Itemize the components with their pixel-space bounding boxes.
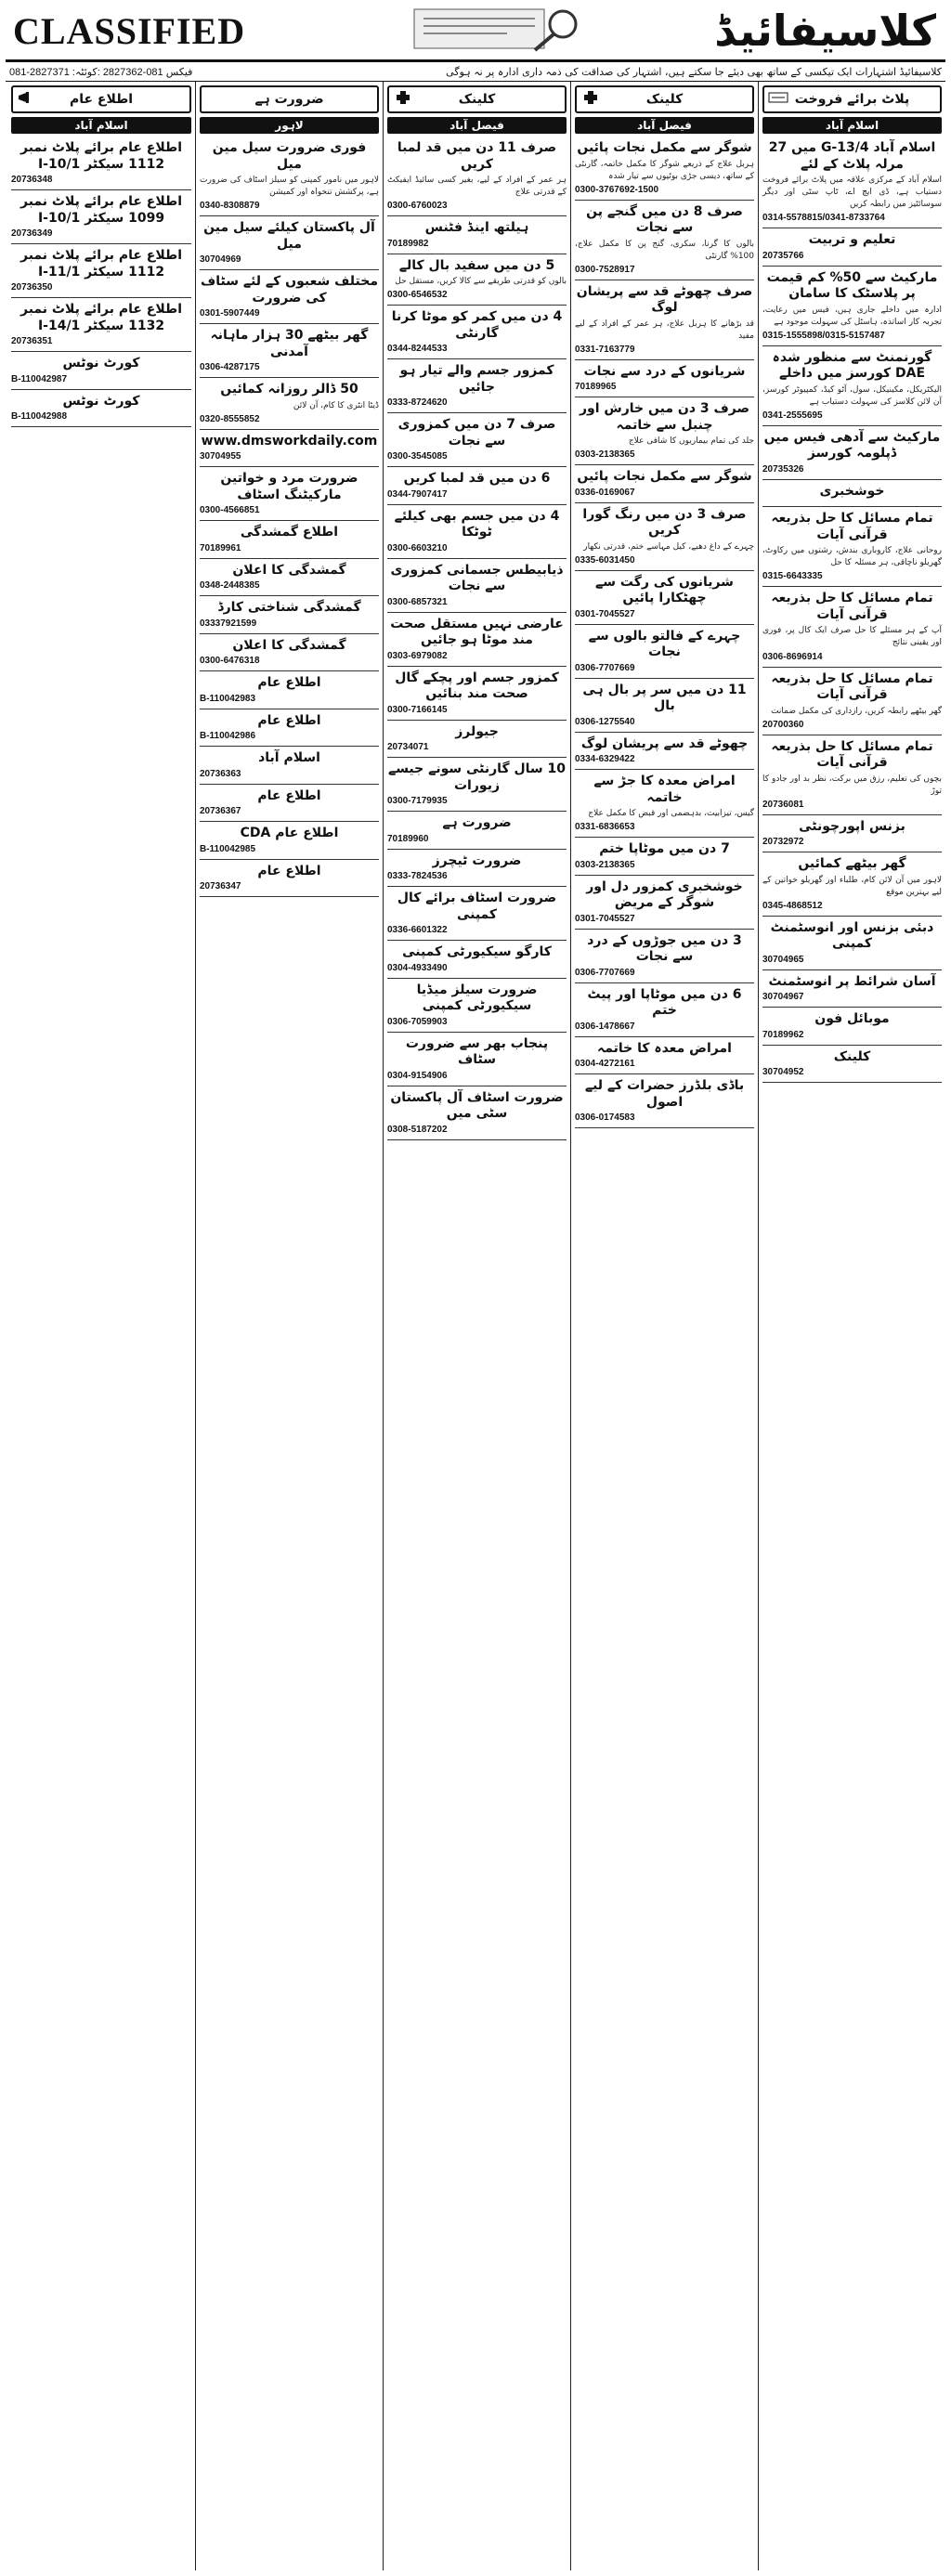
ad-contact-code: 0306-7059903 xyxy=(387,1016,448,1027)
contact-numbers: 081-2827371 :فیکس 081-2827362 :کوئٹہ xyxy=(9,66,193,78)
ad-title: 11 دن میں سر پر بال ہی بال xyxy=(582,682,747,714)
ad-title: اسلام آباد xyxy=(258,750,320,766)
classified-ad xyxy=(200,822,379,860)
ad-column xyxy=(570,82,758,2570)
ad-body: بچوں کی تعلیم، رزق میں برکت، نظر بد اور جادو کا توڑ xyxy=(762,774,942,796)
ad-contact-code: 0334-6329422 xyxy=(575,754,635,765)
ad-contact-code: 0300-3767692-1500 xyxy=(575,184,659,195)
classified-ad xyxy=(387,559,567,613)
classified-ad xyxy=(200,559,379,597)
ad-title: امراض معدہ کا جڑ سے خاتمہ xyxy=(593,774,736,805)
ad-contact-code: 0303-6979082 xyxy=(387,650,448,661)
section-header-label: اطلاع عام xyxy=(69,92,134,107)
section-header xyxy=(575,85,754,113)
ad-contact-code: 20736081 xyxy=(762,799,804,810)
classified-ad xyxy=(762,668,942,735)
classified-ad xyxy=(762,852,942,917)
ad-contact-code: 30704952 xyxy=(762,1067,804,1078)
ad-title: 50 ڈالر روزانہ کمائیں xyxy=(220,382,358,397)
ad-title: باڈی بلڈرز حضرات کے لیے اصول xyxy=(584,1078,745,1110)
ad-column xyxy=(758,82,945,2570)
ad-body: ڈیٹا انٹری کا کام، آن لائن xyxy=(293,400,379,410)
classified-ad xyxy=(200,378,379,430)
ad-contact-code: 0306-1478667 xyxy=(575,1021,635,1032)
classified-ad xyxy=(575,571,754,625)
ad-body: بالوں کو قدرتی طریقے سے کالا کریں، مستقل حل xyxy=(395,277,567,287)
ad-title: مختلف شعبوں کے لئے سٹاف کی ضرورت xyxy=(201,274,378,306)
ad-title: ضرورت ٹیچرز xyxy=(432,852,522,868)
for-sale-icon xyxy=(768,90,788,105)
ad-title: تمام مسائل کا حل بذریعہ قرآنی آیات xyxy=(771,511,933,542)
ad-contact-code: 0300-6857321 xyxy=(387,596,448,607)
classified-ad xyxy=(387,254,567,306)
ad-title: اطلاع عام xyxy=(257,863,321,878)
classified-ad xyxy=(762,137,942,228)
ad-title: اطلاع عام CDA xyxy=(240,826,339,841)
classified-ad xyxy=(575,1037,754,1075)
section-header-label: ضرورت ہے xyxy=(254,92,324,107)
classified-ad xyxy=(200,270,379,324)
ad-contact-code: 0306-7707669 xyxy=(575,967,635,978)
classified-ad xyxy=(575,983,754,1037)
ad-contact-code: 0315-1555898/0315-5157487 xyxy=(762,330,885,341)
classified-ad xyxy=(762,1008,942,1046)
ad-body: گیس، تیزابیت، بدہضمی اور قبض کا مکمل علاج xyxy=(588,809,754,819)
classified-ad xyxy=(762,917,942,970)
section-header xyxy=(200,85,379,113)
classified-ad xyxy=(387,941,567,979)
ad-title: www.dmsworkdaily.com xyxy=(201,433,378,449)
section-header xyxy=(11,85,191,113)
ad-title: 5 دن میں سفید بال کالے xyxy=(398,257,555,273)
ad-title: اطلاع عام xyxy=(257,712,321,728)
ad-title: صرف چھوٹے قد سے پریشان لوگ xyxy=(576,283,753,316)
ad-title: 6 دن میں موٹاپا اور پیٹ ختم xyxy=(587,986,742,1019)
classified-ad xyxy=(575,625,754,679)
classified-ad xyxy=(762,1046,942,1084)
classified-ad xyxy=(387,613,567,667)
section-header xyxy=(762,85,942,113)
classified-ad xyxy=(575,397,754,465)
classified-ad xyxy=(11,352,191,390)
ad-title: کلینک xyxy=(833,1048,871,1064)
classified-ad xyxy=(200,860,379,898)
classified-ad xyxy=(575,679,754,733)
ad-title: ضرورت اسٹاف برائے کال کمپنی xyxy=(397,891,557,922)
ad-title: 3 دن میں جوڑوں کے درد سے نجات xyxy=(587,932,742,965)
ad-contact-code: 0333-8724620 xyxy=(387,397,448,409)
ad-title: گھر بیٹھے کمائیں xyxy=(798,856,906,872)
ad-title: بزنس اپورچونٹی xyxy=(799,818,905,834)
ad-title: خوشخبری کمزور دل اور شوگر کے مریض xyxy=(586,878,743,911)
classified-ad xyxy=(200,785,379,823)
ad-body: لاہور میں نامور کمپنی کو سیلز اسٹاف کی ضرورت ہے، پرکشش تنخواہ اور کمیشن xyxy=(200,176,379,198)
ad-contact-code: 0300-6603210 xyxy=(387,542,448,553)
classified-ad xyxy=(387,467,567,505)
ad-title: صرف 8 دن میں گنجے پن سے نجات xyxy=(586,203,743,236)
ad-column xyxy=(383,82,570,2570)
ad-contact-code: 70189961 xyxy=(200,542,241,553)
classified-ad xyxy=(762,507,942,587)
ad-title: موبائل فون xyxy=(814,1011,890,1027)
ad-title: تعلیم و تربیت xyxy=(808,232,896,248)
classified-ad xyxy=(200,324,379,378)
ad-title: صرف 11 دن میں قد لمبا کریں xyxy=(397,140,557,172)
ad-title: صرف 7 دن میں کمزوری سے نجات xyxy=(397,417,556,449)
ad-contact-code: 0300-6546532 xyxy=(387,290,448,301)
ad-contact-code: 0345-4868512 xyxy=(762,900,823,911)
megaphone-icon xyxy=(17,90,37,105)
ad-body: الیکٹریکل، مکینیکل، سول، آٹو کیڈ، کمپیوٹر کورسز، آن لائن کلاسز کی سہولت دستیاب ہے xyxy=(762,384,942,407)
ad-title: 4 دن میں جسم بھی کیلئے ٹوٹکا xyxy=(394,508,560,540)
ad-contact-code: 0344-7907417 xyxy=(387,488,448,500)
ad-title: شوگر سے مکمل نجات پائیں xyxy=(577,140,752,155)
ad-title: اطلاع عام برائے پلاٹ نمبر 1112 سیکٹر I-10/1 xyxy=(20,140,182,172)
ad-title: کورٹ نوٹس xyxy=(62,356,140,371)
ad-body: ہر عمر کے افراد کے لیے، بغیر کسی سائیڈ ایفیکٹ کے قدرتی علاج xyxy=(387,176,567,198)
ad-contact-code: B-110042983 xyxy=(200,693,256,704)
ad-contact-code: 0320-8555852 xyxy=(200,413,260,424)
ad-title: اطلاع عام xyxy=(257,675,321,691)
ad-contact-code: 20736367 xyxy=(200,806,241,817)
phone-strip xyxy=(6,62,945,82)
classified-ad xyxy=(11,390,191,428)
ad-body: چہرے کے داغ دھبے، کیل مہاسے ختم، قدرتی نکھار xyxy=(583,541,754,552)
ad-contact-code: 0301-7045527 xyxy=(575,913,635,924)
ad-body: گھر بیٹھے رابطہ کریں، رازداری کی مکمل ضمانت xyxy=(771,706,942,716)
ad-contact-code: 0344-8244533 xyxy=(387,344,448,355)
ad-contact-code: 20736349 xyxy=(11,228,53,239)
classified-ad xyxy=(387,812,567,850)
ad-title: اطلاع عام xyxy=(257,787,321,803)
ad-title: 6 دن میں قد لمبا کریں xyxy=(403,471,551,487)
city-label: اسلام آباد xyxy=(762,117,942,134)
clinic-cross-icon xyxy=(393,90,413,105)
classified-ad xyxy=(762,228,942,267)
ad-title: گمشدگی کا اعلان xyxy=(232,637,346,653)
classified-ad xyxy=(200,521,379,559)
clinic-cross-icon xyxy=(580,90,601,105)
newspaper-magnifier-icon xyxy=(284,4,674,54)
ad-contact-code: 03337921599 xyxy=(200,618,257,629)
ad-contact-code: 20700360 xyxy=(762,719,804,730)
ad-contact-code: 0306-7707669 xyxy=(575,662,635,673)
ad-contact-code: 30704955 xyxy=(200,451,241,462)
ad-contact-code: 0333-7824536 xyxy=(387,871,448,882)
classified-ad xyxy=(762,267,942,346)
classified-ad xyxy=(575,1074,754,1128)
ad-body: لاہور میں آن لائن کام، طلباء اور گھریلو خواتین کے لیے بہترین موقع xyxy=(762,875,942,897)
ad-contact-code: 0300-6476318 xyxy=(200,656,260,667)
ad-contact-code: 0315-6643335 xyxy=(762,571,823,582)
ad-title: گمشدگی شناختی کارڈ xyxy=(217,600,361,616)
ad-title: کمزور جسم اور پچکے گال صحت مند بنائیں xyxy=(395,670,559,702)
ad-contact-code: 30704969 xyxy=(200,254,241,266)
ad-contact-code: 0300-7179935 xyxy=(387,796,448,807)
ad-body: ادارہ میں داخلے جاری ہیں، فیس میں رعایت، تجربہ کار اساتذہ، ہاسٹل کی سہولت موجود ہے xyxy=(762,305,942,327)
ad-title: پنجاب بھر سے ضرورت سٹاف xyxy=(405,1035,549,1068)
classified-ad xyxy=(200,747,379,785)
ad-title: اطلاع عام برائے پلاٹ نمبر 1099 سیکٹر I-10/1 xyxy=(20,194,182,226)
ad-title: ہیلتھ اینڈ فٹنس xyxy=(424,220,529,236)
ad-columns xyxy=(6,82,945,2570)
ad-contact-code: 0308-5187202 xyxy=(387,1124,448,1135)
ad-body: اسلام آباد کے مرکزی علاقہ میں پلاٹ برائے فروخت دستیاب ہے، ڈی ایچ اے، ٹاپ سٹی اور دیگر سوسائٹیز میں رابطہ کریں xyxy=(762,176,942,210)
ad-contact-code: 0303-2138365 xyxy=(575,859,635,870)
classified-ad xyxy=(387,216,567,254)
ad-contact-code: 0314-5578815/0341-8733764 xyxy=(762,213,885,224)
ad-title: مارکیٹ سے آدھی فیس میں ڈپلومہ کورسز xyxy=(763,429,941,462)
ad-contact-code: 0300-4566851 xyxy=(200,505,260,516)
classified-ad xyxy=(575,838,754,876)
classified-ad xyxy=(575,503,754,571)
ad-title: شوگر سے مکمل نجات پائیں xyxy=(577,469,752,485)
city-label: فیصل آباد xyxy=(575,117,754,134)
ad-contact-code: 20732972 xyxy=(762,837,804,848)
ad-contact-code: 0336-0169067 xyxy=(575,487,635,498)
section-header-label: پلاٹ برائے فروخت xyxy=(794,92,910,107)
ad-title: کمزور جسم والے تیار ہو جائیں xyxy=(399,363,554,395)
ad-title: امراض معدہ کا خاتمہ xyxy=(597,1040,732,1056)
ad-contact-code: 0304-4933490 xyxy=(387,962,448,973)
section-header xyxy=(387,85,567,113)
ad-title: چھوٹے قد سے پریشان لوگ xyxy=(580,735,749,751)
ad-title: ضرورت اسٹاف آل پاکستان سٹی میں xyxy=(390,1089,564,1122)
ad-contact-code: B-110042987 xyxy=(11,373,68,384)
classified-ad xyxy=(200,137,379,216)
ad-title: گمشدگی کا اعلان xyxy=(232,562,346,578)
ad-body: جلد کی تمام بیماریوں کا شافی علاج xyxy=(628,436,754,447)
classified-ad xyxy=(575,201,754,280)
ad-contact-code: 20736363 xyxy=(200,768,241,779)
masthead xyxy=(6,0,945,62)
ad-contact-code: 0340-8308879 xyxy=(200,201,260,212)
classified-ad xyxy=(11,244,191,298)
ad-title: تمام مسائل کا حل بذریعہ قرآنی آیات xyxy=(771,738,933,771)
ad-contact-code: 20735766 xyxy=(762,250,804,261)
classified-title-en: CLASSIFIED xyxy=(13,10,246,52)
ad-contact-code: B-110042986 xyxy=(200,731,256,742)
ad-title: 4 دن میں کمر کو موٹا کرنا گارنٹی xyxy=(391,309,563,341)
classified-ad xyxy=(387,721,567,759)
ad-title: گورنمنٹ سے منظور شدہ DAE کورسز میں داخلے xyxy=(772,349,932,382)
ad-body: ہربل علاج کے ذریعے شوگر کا مکمل خاتمہ، گارنٹی کے ساتھ، دیسی جڑی بوٹیوں سے تیار شدہ xyxy=(575,159,754,181)
ad-title: آسان شرائط پر انوسٹمنٹ xyxy=(768,973,936,989)
ad-contact-code: 20734071 xyxy=(387,742,429,753)
ad-title: تمام مسائل کا حل بذریعہ قرآنی آیات xyxy=(771,591,933,622)
classified-ad xyxy=(387,1086,567,1140)
classified-ad xyxy=(200,634,379,672)
classified-ad xyxy=(575,876,754,930)
ad-title: کورٹ نوٹس xyxy=(62,393,140,409)
classified-ad xyxy=(762,426,942,480)
notice-text: کلاسیفائیڈ اشتہارات ایک تیکسی کے ساتھ بھی دیئے جا سکتے ہیں، اشتہار کی صداقت کی ذمہ داری ادارہ پر نہ ہوگی xyxy=(446,65,942,78)
ad-title: ضرورت ہے xyxy=(442,815,512,831)
classified-ad xyxy=(200,430,379,468)
classified-ad xyxy=(387,505,567,559)
ad-contact-code: 20735326 xyxy=(762,463,804,475)
city-label: اسلام آباد xyxy=(11,117,191,134)
ad-title: فوری ضرورت سیل مین میل xyxy=(212,140,367,172)
classified-ad xyxy=(575,360,754,398)
ad-contact-code: 0306-1275540 xyxy=(575,716,635,727)
ad-title: شریانوں کے درد سے نجات xyxy=(583,363,746,379)
classified-ad xyxy=(762,970,942,1008)
ad-contact-code: 0336-6601322 xyxy=(387,925,448,936)
ad-contact-code: 20736348 xyxy=(11,175,53,185)
ad-title: صرف 3 دن میں رنگ گورا کریں xyxy=(582,506,747,539)
ad-title: ذیابیطس جسمانی کمزوری سے نجات xyxy=(390,562,564,594)
ad-contact-code: 0348-2448385 xyxy=(200,580,260,592)
ad-title: گھر بیٹھے 30 ہزار ماہانہ آمدنی xyxy=(210,328,369,359)
ad-contact-code: 0301-5907449 xyxy=(200,308,260,319)
classified-ad xyxy=(387,137,567,216)
classified-ad xyxy=(387,359,567,413)
ad-contact-code: 0304-9154906 xyxy=(387,1070,448,1081)
ad-title: اطلاع عام برائے پلاٹ نمبر 1132 سیکٹر I-14/1 xyxy=(20,302,182,333)
ad-title: دبئی بزنس اور انوسٹمنٹ کمپنی xyxy=(770,919,934,952)
classified-ad xyxy=(575,930,754,983)
ad-title: کارگو سیکیورٹی کمپنی xyxy=(402,944,552,960)
classified-ad xyxy=(762,815,942,853)
city-label: لاہور xyxy=(200,117,379,134)
ad-body: آپ کے ہر مسئلے کا حل صرف ایک کال پر، فوری اور یقینی نتائج xyxy=(762,626,942,648)
classified-ad xyxy=(200,671,379,709)
classified-ad xyxy=(387,667,567,721)
ad-contact-code: 0306-8696914 xyxy=(762,651,823,662)
ad-contact-code: 30704967 xyxy=(762,992,804,1003)
city-label: فیصل آباد xyxy=(387,117,567,134)
classified-ad xyxy=(200,709,379,748)
ad-title: تمام مسائل کا حل بذریعہ قرآنی آیات xyxy=(771,670,933,703)
ad-contact-code: 0331-6836653 xyxy=(575,822,635,833)
ad-title: شریانوں کی رگت سے چھٹکارا پائیں xyxy=(595,574,734,606)
ad-body: روحانی علاج، کاروباری بندش، رشتوں میں رکاوٹ، گھریلو ناچاقی، ہر مسئلہ کا حل xyxy=(762,546,942,568)
classified-ad xyxy=(11,137,191,190)
ad-title: اطلاع گمشدگی xyxy=(240,525,339,540)
ad-title: ضرورت سیلز میڈیا سیکیورٹی کمپنی xyxy=(416,982,538,1014)
classified-ad xyxy=(575,280,754,360)
classified-ad xyxy=(387,850,567,888)
classified-ad xyxy=(762,587,942,667)
ad-contact-code: 20736351 xyxy=(11,336,53,346)
ad-contact-code: 0300-7166145 xyxy=(387,704,448,715)
ad-contact-code: B-110042988 xyxy=(11,411,68,422)
ad-contact-code: 0341-2555695 xyxy=(762,410,823,421)
ad-column xyxy=(195,82,383,2570)
ad-title: جیولرز xyxy=(455,723,499,739)
classified-ad xyxy=(200,596,379,634)
ad-contact-code: 70189965 xyxy=(575,382,617,393)
classified-ad xyxy=(575,137,754,201)
classified-ad xyxy=(762,480,942,508)
ad-contact-code: 0301-7045527 xyxy=(575,608,635,619)
ad-contact-code: 70189960 xyxy=(387,833,429,844)
ad-contact-code: 0335-6031450 xyxy=(575,554,635,566)
ad-contact-code: 0331-7163779 xyxy=(575,344,635,355)
section-header-label: کلینک xyxy=(645,92,684,107)
classified-ad xyxy=(575,733,754,771)
classified-title-ur: کلاسیفائیڈ xyxy=(714,6,936,56)
ad-contact-code: 20736350 xyxy=(11,282,53,293)
classified-ad xyxy=(387,306,567,359)
classified-ad xyxy=(762,346,942,426)
ad-contact-code: 70189962 xyxy=(762,1029,804,1040)
ad-title: 10 سال گارنٹی سونے جیسے زیورات xyxy=(387,761,566,793)
ad-body: قد بڑھانے کا ہربل علاج، ہر عمر کے افراد کے لیے مفید xyxy=(575,319,754,341)
ad-title: اسلام آباد G-13/4 میں 27 مرلہ پلاٹ کے لئے xyxy=(768,140,936,172)
ad-contact-code: 0304-4272161 xyxy=(575,1059,635,1070)
ad-contact-code: 0303-2138365 xyxy=(575,449,635,461)
ad-contact-code: 20736347 xyxy=(200,881,241,892)
ad-title: اطلاع عام برائے پلاٹ نمبر 1112 سیکٹر I-11/1 xyxy=(20,248,182,280)
ad-contact-code: 0300-3545085 xyxy=(387,451,448,462)
ad-contact-code: 30704965 xyxy=(762,954,804,965)
ad-title: آل پاکستان کیلئے سیل مین میل xyxy=(203,220,375,252)
ad-title: صرف 3 دن میں خارش اور چنبل سے خاتمہ xyxy=(579,401,750,433)
ad-contact-code: 0300-7528917 xyxy=(575,264,635,275)
ad-title: خوشخبری xyxy=(819,483,885,499)
ad-title: 7 دن میں موٹاپا ختم xyxy=(599,841,730,857)
classified-ad xyxy=(387,1033,567,1086)
classified-ad xyxy=(11,190,191,244)
ad-contact-code: 0306-4287175 xyxy=(200,362,260,373)
ad-contact-code: B-110042985 xyxy=(200,843,256,854)
section-header-label: کلینک xyxy=(458,92,496,107)
classified-ad xyxy=(575,770,754,838)
classified-ad xyxy=(575,465,754,503)
classified-ad xyxy=(387,758,567,812)
ad-contact-code: 70189982 xyxy=(387,238,429,249)
classified-ad xyxy=(387,887,567,941)
classified-ad xyxy=(200,216,379,270)
classified-ad xyxy=(11,298,191,352)
ad-body: بالوں کا گرنا، سکری، گنج پن کا مکمل علاج، 100% گارنٹی xyxy=(575,239,754,261)
classified-ad xyxy=(200,467,379,521)
ad-contact-code: 0306-0174583 xyxy=(575,1112,635,1124)
ad-title: عارضی نہیں مستقل صحت مند موٹا ہو جائیں xyxy=(390,616,564,648)
ad-contact-code: 0300-6760023 xyxy=(387,201,448,212)
classified-ad xyxy=(387,979,567,1033)
classified-ad xyxy=(387,413,567,467)
ad-title: ضرورت مرد و خواتین مارکیٹنگ اسٹاف xyxy=(220,471,358,502)
ad-title: چہرے کے فالتو بالوں سے نجات xyxy=(588,628,741,660)
ad-title: مارکیٹ سے 50% کم قیمت پر پلاسٹک کا سامان xyxy=(766,269,938,302)
ad-column xyxy=(7,82,195,2570)
classified-ad xyxy=(762,735,942,815)
